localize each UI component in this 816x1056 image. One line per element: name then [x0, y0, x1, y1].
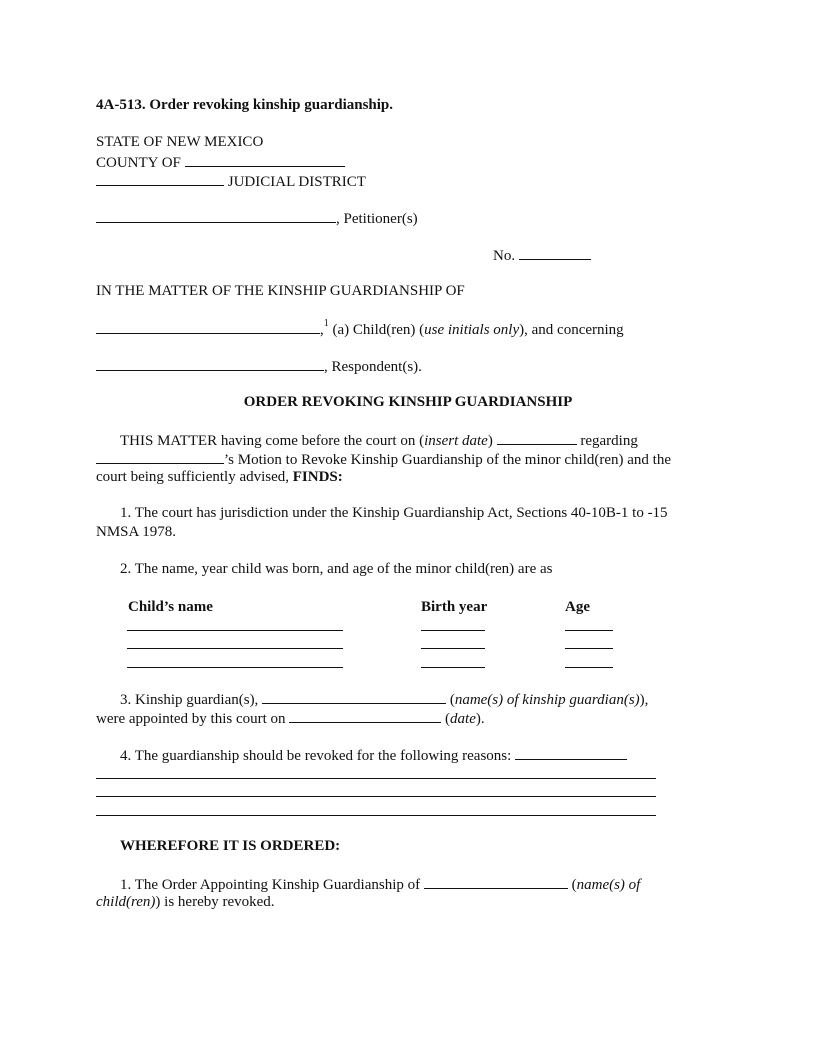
wherefore-heading: WHEREFORE IT IS ORDERED:	[120, 838, 341, 854]
finding-3-italic-1: name(s) of kinship guardian(s)	[454, 692, 640, 708]
finding-4-line-1	[120, 745, 627, 766]
case-number-blank[interactable]	[519, 245, 591, 260]
finding-3-text-b: were appointed by this court on	[96, 711, 286, 727]
child-name-blank-1[interactable]	[127, 630, 343, 631]
intro-line-1	[120, 430, 638, 451]
county-label: COUNTY OF	[96, 155, 181, 171]
finding-4-text: 4. The guardianship should be revoked for the following reasons:	[120, 748, 512, 764]
intro-text-c: regarding	[580, 433, 638, 449]
order-title: ORDER REVOKING KINSHIP GUARDIANSHIP	[243, 394, 573, 410]
order-1-paren-open: (	[571, 877, 577, 893]
petitioner-label: , Petitioner(s)	[336, 211, 418, 227]
age-blank-1[interactable]	[565, 630, 613, 631]
order-1-italic-1: name(s) of	[576, 877, 641, 893]
child-initials-blank[interactable]	[96, 319, 320, 334]
order-1-text-a: 1. The Order Appointing Kinship Guardianship of	[120, 877, 421, 893]
intro-line-2	[96, 449, 671, 470]
intro-line-3	[96, 468, 343, 487]
reasons-blank-1[interactable]	[515, 745, 627, 760]
district-label: JUDICIAL DISTRICT	[227, 174, 366, 190]
finding-3-text-a: 3. Kinship guardian(s),	[120, 692, 259, 708]
age-blank-2[interactable]	[565, 648, 613, 649]
finding-1-line-2: NMSA 1978.	[96, 524, 177, 540]
reasons-blank-4[interactable]	[96, 815, 656, 816]
intro-text-b: )	[487, 433, 493, 449]
birth-year-blank-2[interactable]	[421, 648, 485, 649]
child-label-post: ), and concerning	[519, 322, 624, 338]
finding-2: 2. The name, year child was born, and age of the minor child(ren) are as	[120, 561, 553, 577]
intro-text-a: THIS MATTER having come before the court on (	[120, 433, 425, 449]
finding-1-line-1: 1. The court has jurisdiction under the Kinship Guardianship Act, Sections 40-10B-1 to -15	[120, 505, 668, 521]
finding-3-paren-open-2: (	[445, 711, 451, 727]
child-label-italic: use initials only	[424, 322, 520, 338]
movant-blank[interactable]	[96, 449, 224, 464]
order-child-names-blank[interactable]	[424, 874, 568, 889]
respondent-label: , Respondent(s).	[324, 359, 422, 375]
order-1-text-b: ) is hereby revoked.	[155, 894, 275, 910]
child-name-blank-3[interactable]	[127, 667, 343, 668]
respondent-blank[interactable]	[96, 356, 324, 371]
order-1-line-2	[96, 893, 275, 912]
birth-year-blank-3[interactable]	[421, 667, 485, 668]
county-line	[96, 152, 345, 173]
district-line	[96, 171, 366, 192]
table-header-child-name: Child’s name	[128, 599, 213, 615]
respondent-line	[96, 356, 422, 377]
case-number-line	[493, 245, 591, 266]
finding-3-paren-close: ),	[639, 692, 649, 708]
table-header-birth-year: Birth year	[421, 599, 488, 615]
finding-3-line-2	[96, 708, 485, 729]
child-label-pre: (a) Child(ren) (	[328, 322, 425, 338]
age-blank-3[interactable]	[565, 667, 613, 668]
birth-year-blank-1[interactable]	[421, 630, 485, 631]
intro-text-2: ’s Motion to Revoke Kinship Guardianship of the minor child(ren) and the	[224, 452, 672, 468]
appointment-date-blank[interactable]	[289, 708, 441, 723]
child-line	[96, 319, 624, 340]
hearing-date-blank[interactable]	[497, 430, 577, 445]
district-blank[interactable]	[96, 171, 224, 186]
county-blank[interactable]	[185, 152, 345, 167]
finds-label: FINDS:	[292, 469, 343, 485]
reasons-blank-2[interactable]	[96, 778, 656, 779]
petitioner-blank[interactable]	[96, 208, 336, 223]
reasons-blank-3[interactable]	[96, 796, 656, 797]
matter-line: IN THE MATTER OF THE KINSHIP GUARDIANSHIP OF	[96, 283, 465, 299]
intro-text-3: court being sufficiently advised,	[96, 469, 293, 485]
finding-3-paren-open: (	[449, 692, 455, 708]
table-header-age: Age	[565, 599, 590, 615]
guardian-names-blank[interactable]	[262, 689, 446, 704]
case-number-label: No.	[493, 248, 516, 264]
child-name-blank-2[interactable]	[127, 648, 343, 649]
petitioner-line	[96, 208, 418, 229]
child-pre-comma: ,	[320, 322, 324, 338]
intro-italic-date: insert date	[424, 433, 488, 449]
order-1-line-1	[120, 874, 640, 895]
order-1-italic-2: child(ren)	[96, 894, 156, 910]
finding-3-paren-close-2: ).	[475, 711, 485, 727]
section-heading: 4A-513. Order revoking kinship guardianship.	[96, 97, 394, 113]
footnote-marker: 1	[323, 318, 329, 329]
finding-3-line-1	[120, 689, 648, 710]
finding-3-italic-2: date	[450, 711, 476, 727]
state-line: STATE OF NEW MEXICO	[96, 134, 264, 150]
